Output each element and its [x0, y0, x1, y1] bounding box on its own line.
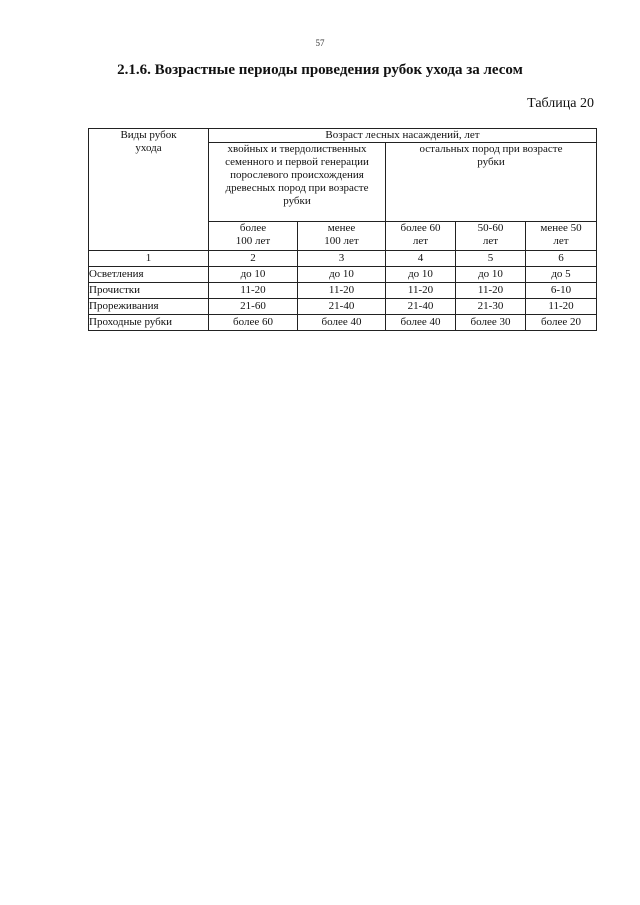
row-name: Осветления — [89, 267, 209, 283]
header-row-top — [89, 129, 597, 143]
table-cell: 11-20 — [526, 299, 597, 315]
table-cell: 11-20 — [456, 283, 526, 299]
table-row — [89, 283, 597, 299]
table-cell: 21-40 — [386, 299, 456, 315]
row-name: Проходные рубки — [89, 315, 209, 331]
section-heading: 2.1.6. Возрастные периоды проведения рубок ухода за лесом — [117, 62, 523, 78]
row-name: Прочистки — [89, 283, 209, 299]
column-number: 5 — [456, 251, 526, 267]
table-row — [89, 267, 597, 283]
table-cell: более 30 — [456, 315, 526, 331]
table-cell: более 20 — [526, 315, 597, 331]
header-group-other-species: остальных пород при возрасте рубки — [386, 143, 597, 222]
subheader-col-4: более 60 лет — [386, 222, 456, 251]
table-cell: до 10 — [298, 267, 386, 283]
table-cell: до 10 — [456, 267, 526, 283]
header-stand-age: Возраст лесных насаждений, лет — [209, 129, 597, 143]
row-name: Прореживания — [89, 299, 209, 315]
table-cell: 11-20 — [209, 283, 298, 299]
table-cell: 21-60 — [209, 299, 298, 315]
subheader-col-6: менее 50 лет — [526, 222, 597, 251]
column-numbers-row — [89, 251, 597, 267]
table-row — [89, 315, 597, 331]
table-cell: 21-40 — [298, 299, 386, 315]
subheader-col-2: более 100 лет — [209, 222, 298, 251]
table-cell: 11-20 — [298, 283, 386, 299]
table-row — [89, 299, 597, 315]
table-cell: до 10 — [209, 267, 298, 283]
column-number: 1 — [89, 251, 209, 267]
table-cell: более 40 — [298, 315, 386, 331]
page-number: 57 — [315, 38, 325, 48]
table-label: Таблица 20 — [527, 96, 594, 111]
column-number: 3 — [298, 251, 386, 267]
table-cell: до 5 — [526, 267, 597, 283]
column-number: 2 — [209, 251, 298, 267]
forest-thinning-age-table — [88, 128, 597, 331]
column-number: 6 — [526, 251, 597, 267]
subheader-col-5: 50-60 лет — [456, 222, 526, 251]
header-group-conifer-hardwood: хвойных и твердолиственных семенного и первой генерации порослевого происхождения древесных пород при возрасте рубки — [209, 143, 386, 222]
table-cell: 11-20 — [386, 283, 456, 299]
table-cell: 21-30 — [456, 299, 526, 315]
header-cut-types: Виды рубок ухода — [89, 129, 209, 251]
subheader-col-3: менее 100 лет — [298, 222, 386, 251]
table-cell: более 40 — [386, 315, 456, 331]
table-cell: более 60 — [209, 315, 298, 331]
table-cell: 6-10 — [526, 283, 597, 299]
table-cell: до 10 — [386, 267, 456, 283]
column-number: 4 — [386, 251, 456, 267]
